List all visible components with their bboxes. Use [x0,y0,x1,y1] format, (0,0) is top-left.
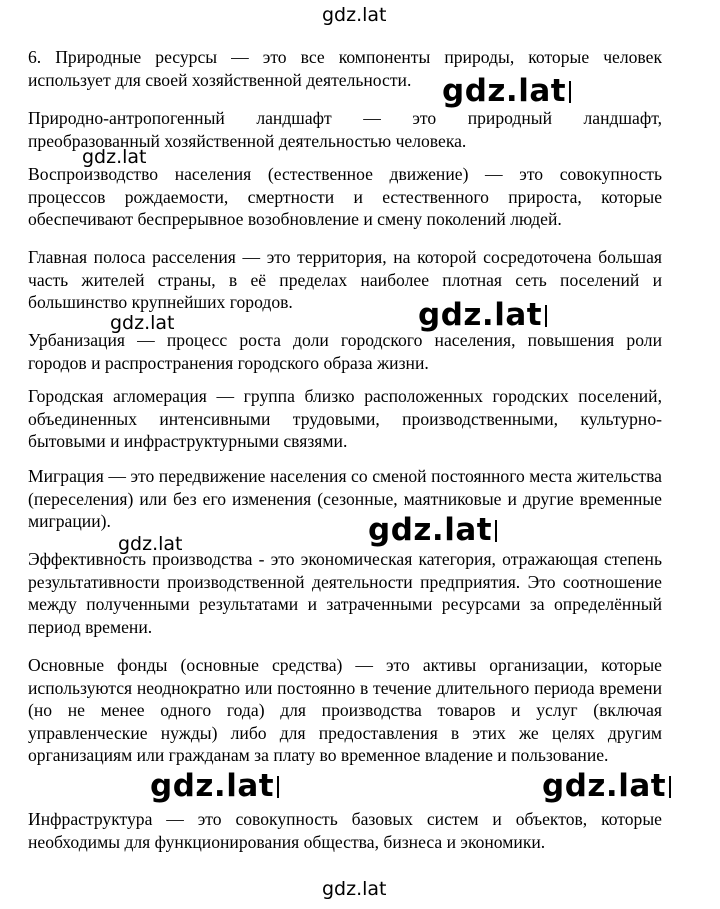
watermark-small-3: gdz.lat [118,533,183,555]
paragraph-anthropogenic-landscape: Природно-антропогенный ландшафт — это природный ландшафт, преобразованный хозяйственной деятельностью человека. [28,108,662,151]
watermark-bottom: gdz.lat [322,878,387,900]
watermark-top: gdz.lat [322,4,387,26]
watermark-large-4: gdz.lat [150,771,279,802]
watermark-large-2: gdz.lat [418,300,547,331]
paragraph-urbanization: Урбанизация — процесс роста доли городского населения, повышения роли городов и распространения городского образа жизни. [28,330,662,373]
paragraph-migration: Миграция — это передвижение населения со сменой постоянного места жительства (переселения) или без его изменения (сезонные, маятниковые и другие временные миграции). [28,466,662,531]
watermark-large-5: gdz.lat [542,771,671,802]
paragraph-settlement-zone: Главная полоса расселения — это территория, на которой сосредоточена большая часть жителей страны, в её пределах наиболее плотная сеть поселений и большинство крупнейших городов. [28,247,662,312]
watermark-large-3: gdz.lat [368,515,497,546]
watermark-small-2: gdz.lat [110,312,175,334]
paragraph-fixed-assets: Основные фонды (основные средства) — это активы организации, которые используются неоднократно или постоянно в течение длительного периода времени (но не менее одного года) для производства товаров и услуг (включая управленческие нужды) либо для предоставления в этих же целях другим организациям или гражданам за плату во временное владение и пользование. [28,655,662,765]
paragraph-natural-resources: 6. Природные ресурсы — это все компоненты природы, которые человек использует для своей хозяйственной деятельности. [28,47,662,90]
paragraph-production-efficiency: Эффективность производства - это экономическая категория, отражающая степень результативности производственной деятельности предприятия. Это соотношение между полученными результатами и затраченными ресурсами за определённый период времени. [28,549,662,637]
paragraph-urban-agglomeration: Городская агломерация — группа близко расположенных городских поселений, объединенных интенсивными трудовыми, производственными, культурно-бытовыми и инфраструктурными связями. [28,386,662,451]
paragraph-infrastructure: Инфраструктура — это совокупность базовых систем и объектов, которые необходимы для функционирования общества, бизнеса и экономики. [28,809,662,852]
watermark-large-1: gdz.lat [442,76,571,107]
paragraph-population-reproduction: Воспроизводство населения (естественное движение) — это совокупность процессов рождаемости, смертности и естественного прироста, которые обеспечивают беспрерывное возобновление и смену поколений людей. [28,164,662,229]
watermark-small-1: gdz.lat [82,146,147,168]
